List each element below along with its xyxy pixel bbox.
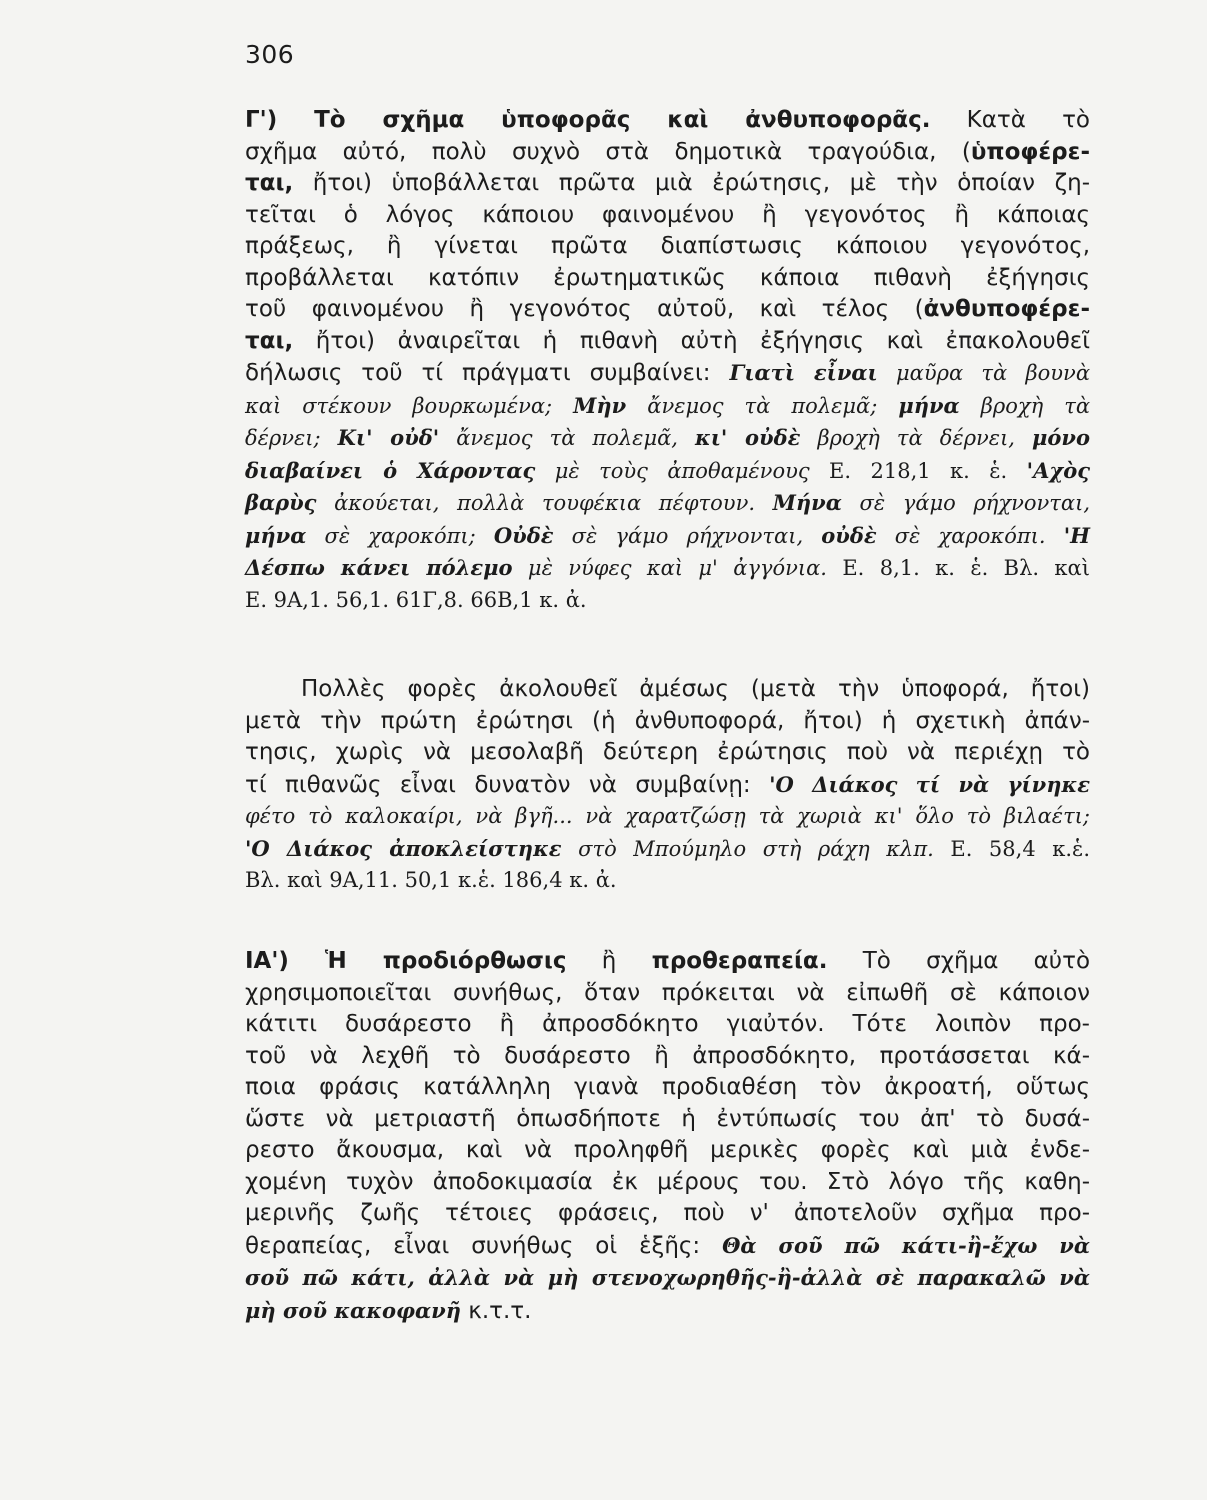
text-run: ἀνθυποφέρε- [923, 296, 1090, 322]
text-run: μὲ τοὺς ἀποθαμένους [535, 458, 810, 483]
text-run: κ.τ.τ. [460, 1297, 532, 1324]
text-line [245, 1072, 1090, 1104]
text-line [245, 137, 1090, 169]
text-run: διαβαίνει ὁ Χάροντας [245, 457, 536, 483]
text-run: τοῦ νὰ λεχθῆ τὸ δυσάρεστο ἢ ἀπροσδόκητο, προτάσσεται κά- [245, 1042, 1090, 1069]
text-run: ται, [245, 170, 294, 196]
text-run: Μὴν [573, 392, 627, 418]
text-line [245, 231, 1090, 263]
text-line [245, 801, 1090, 833]
text-line [245, 1135, 1090, 1167]
text-run: τησις, χωρὶς νὰ μεσολαβῆ δεύτερη ἐρώτησις ποὺ νὰ περιέχῃ τὸ [245, 739, 1090, 765]
text-line [245, 865, 1090, 897]
text-run: ΙΑ') Ἡ προδιόρθωσις [245, 948, 567, 974]
text-run: ἤτοι) ὑποβάλλεται πρῶτα μιὰ ἐρώτησις, μὲ τὴν ὁποίαν ζη- [293, 170, 1090, 196]
text-line [245, 1295, 1090, 1328]
text-run: Ε. 9Α,1. 56,1. 61Γ,8. 66Β,1 κ. ἀ. [245, 587, 587, 612]
text-line [245, 769, 1090, 802]
paragraph-follow-up [245, 674, 1090, 897]
text-run: σοῦ πῶ κάτι, ἀλλὰ νὰ μὴ στενοχωρηθῆς-ἢ-ἀλλὰ σὲ παρακαλῶ νὰ [245, 1265, 1090, 1290]
text-run: σὲ χαροκόπι. [876, 523, 1064, 548]
text-line [245, 1230, 1090, 1263]
text-run: Ε. 8,1. κ. ἑ. Βλ. καὶ [826, 556, 1090, 580]
text-run: μερινῆς ζωῆς τέτοιες φράσεις, ποὺ ν' ἀποτελοῦν σχῆμα προ- [245, 1200, 1090, 1226]
text-run: σχῆμα αὐτό, πολὺ συχνὸ στὰ δημοτικὰ τραγούδια, ( [245, 138, 971, 165]
text-run: ται, [245, 327, 294, 354]
text-run: κι' οὐδὲ [695, 425, 801, 450]
section-hypophora [245, 105, 1090, 616]
text-run: ὑποφέρε- [970, 138, 1090, 165]
text-run: πράξεως, ἢ γίνεται πρῶτα διαπίστωσις κάποιου γεγονότος, [245, 233, 1090, 259]
text-line [245, 552, 1090, 585]
text-line [245, 1041, 1090, 1073]
text-line [245, 357, 1090, 390]
text-run: ποια φράσις κατάλληλη γιανὰ προδιαθέση τὸν ἀκροατή, οὕτως [245, 1074, 1090, 1100]
text-run: σὲ χαροκόπι; [306, 523, 494, 548]
text-run: μαῦρα τὰ βουνὰ [877, 361, 1090, 385]
text-run: χομένη τυχὸν ἀποδοκιμασία ἐκ μέρους του. Στὸ λόγο τῆς καθη- [245, 1168, 1090, 1195]
text-run: μήνα [245, 522, 307, 548]
text-run: προβάλλεται κατόπιν ἐρωτηματικῶς κάποια πιθανὴ ἐξήγησις [245, 264, 1090, 291]
text-run: βροχὴ τὰ [959, 393, 1090, 418]
text-run: βαρὺς [245, 490, 317, 515]
text-run: βροχὴ τὰ δέρνει, [800, 426, 1033, 450]
text-run: μὴ σοῦ κακοφανῆ [245, 1297, 461, 1323]
text-line [245, 585, 1090, 617]
text-run: στὸ Μπούμηλο στὴ ράχη κλπ. [561, 836, 934, 861]
text-run: 'Αχὸς [1026, 457, 1090, 483]
text-run: ὥστε νὰ μετριαστῆ ὁπωσδήποτε ἡ ἐντύπωσίς του ἀπ' τὸ δυσά- [245, 1105, 1090, 1132]
text-run: Γ') Τὸ σχῆμα ὑποφορᾶς καὶ ἀνθυποφορᾶς. [245, 107, 931, 133]
text-run: Ε. 58,4 κ.ἑ. [933, 836, 1090, 861]
text-line [245, 833, 1090, 866]
text-run: μήνα [898, 392, 960, 418]
text-run: Οὐδὲ [493, 522, 554, 548]
text-run: Γιατὶ εἶναι [729, 360, 878, 385]
text-run: ἢ [566, 948, 652, 974]
text-run: τεῖται ὁ λόγος κάποιου φαινομένου ἢ γεγονότος ἢ κάποιας [245, 201, 1090, 228]
text-line [245, 263, 1090, 295]
text-run: ἄνεμος τὰ πολεμᾶ; [626, 393, 899, 418]
text-run: τί πιθανῶς εἶναι δυνατὸν νὰ συμβαίνῃ: [245, 771, 770, 798]
text-run: Βλ. καὶ 9Α,11. 50,1 κ.ἑ. 186,4 κ. ἀ. [245, 868, 617, 892]
text-run: προθεραπεία. [651, 948, 828, 974]
text-run: Θὰ σοῦ πῶ κάτι-ἢ-ἔχω νὰ [722, 1232, 1090, 1258]
text-line [245, 326, 1090, 358]
text-run: κάτιτι δυσάρεστο ἢ ἀπροσδόκητο γιαὐτόν. Τότε λοιπὸν προ- [245, 1011, 1090, 1037]
text-line [245, 946, 1090, 978]
text-run: φέτο τὸ καλοκαίρι, νὰ βγῆ... νὰ χαρατζώσῃ τὰ χωριὰ κι' ὅλο τὸ βιλαέτι; [245, 804, 1090, 828]
text-run: καὶ στέκουν βουρκωμένα; [245, 393, 574, 418]
text-run: Ε. 218,1 κ. ἑ. [809, 458, 1027, 483]
text-run: Κατὰ τὸ [930, 107, 1090, 133]
page-number: 306 [245, 40, 295, 69]
section-prodiorthosis [245, 946, 1090, 1327]
text-line [245, 1009, 1090, 1041]
text-run: Κι' οὐδ' [337, 425, 440, 450]
text-line [245, 1198, 1090, 1230]
text-run: χρησιμοποιεῖται συνήθως, ὅταν πρόκειται νὰ εἰπωθῆ σὲ κάποιον [245, 979, 1090, 1006]
text-run: ἀκούεται, πολλὰ τουφέκια πέφτουν. [316, 491, 773, 515]
text-run: τοῦ φαινομένου ἢ γεγονότος αὐτοῦ, καὶ τέλος ( [245, 296, 924, 322]
text-line [245, 168, 1090, 200]
text-line [245, 1167, 1090, 1199]
text-run: θεραπείας, εἶναι συνήθως οἱ ἑξῆς: [245, 1232, 723, 1259]
text-line [245, 487, 1090, 520]
text-run: μὲ νύφες καὶ μ' ἀγγόνια. [512, 556, 827, 580]
text-run: ρεστο ἄκουσμα, καὶ νὰ προληφθῆ μερικὲς φορὲς καὶ μιὰ ἐνδε- [245, 1137, 1090, 1163]
text-run: Τὸ σχῆμα αὐτὸ [827, 948, 1091, 974]
text-run: μόνο [1032, 425, 1091, 450]
text-line [245, 390, 1090, 423]
text-run: ἤτοι) ἀναιρεῖται ἡ πιθανὴ αὐτὴ ἐξήγησις καὶ ἐπακολουθεῖ [293, 327, 1090, 354]
text-line [245, 200, 1090, 232]
text-run: δήλωσις τοῦ τί πράγματι συμβαίνει: [245, 360, 730, 386]
text-line [245, 294, 1090, 326]
text-line [245, 455, 1090, 488]
text-run: μετὰ τὴν πρώτη ἐρώτησι (ἡ ἀνθυποφορά, ἤτοι) ἡ σχετικὴ ἀπάν- [245, 707, 1090, 734]
text-line [245, 1104, 1090, 1136]
text-line [245, 422, 1090, 455]
text-run: Μήνα [772, 490, 842, 515]
text-line [245, 674, 1090, 706]
text-line [245, 737, 1090, 769]
text-line [245, 978, 1090, 1010]
text-run: 'Ο Διάκος τί νὰ γίνηκε [769, 771, 1090, 797]
text-run: οὐδὲ [821, 522, 877, 548]
text-line [245, 1262, 1090, 1295]
text-run: σὲ γάμο ρήχνονται, [841, 491, 1090, 515]
text-run: σὲ γάμο ρήχνονται, [553, 523, 822, 548]
text-run: 'Ο Διάκος ἀποκλείστηκε [245, 835, 562, 861]
text-line [245, 105, 1090, 137]
text-run: Πολλὲς φορὲς ἀκολουθεῖ ἀμέσως (μετὰ τὴν ὑποφορά, ἤτοι) [301, 676, 1090, 702]
text-line [245, 706, 1090, 738]
text-run: ἄνεμος τὰ πολεμᾶ, [439, 426, 696, 450]
text-run: Δέσπω κάνει πόλεμο [245, 555, 513, 580]
text-line [245, 520, 1090, 553]
text-run: 'Η [1063, 522, 1090, 548]
text-run: δέρνει; [245, 426, 338, 450]
